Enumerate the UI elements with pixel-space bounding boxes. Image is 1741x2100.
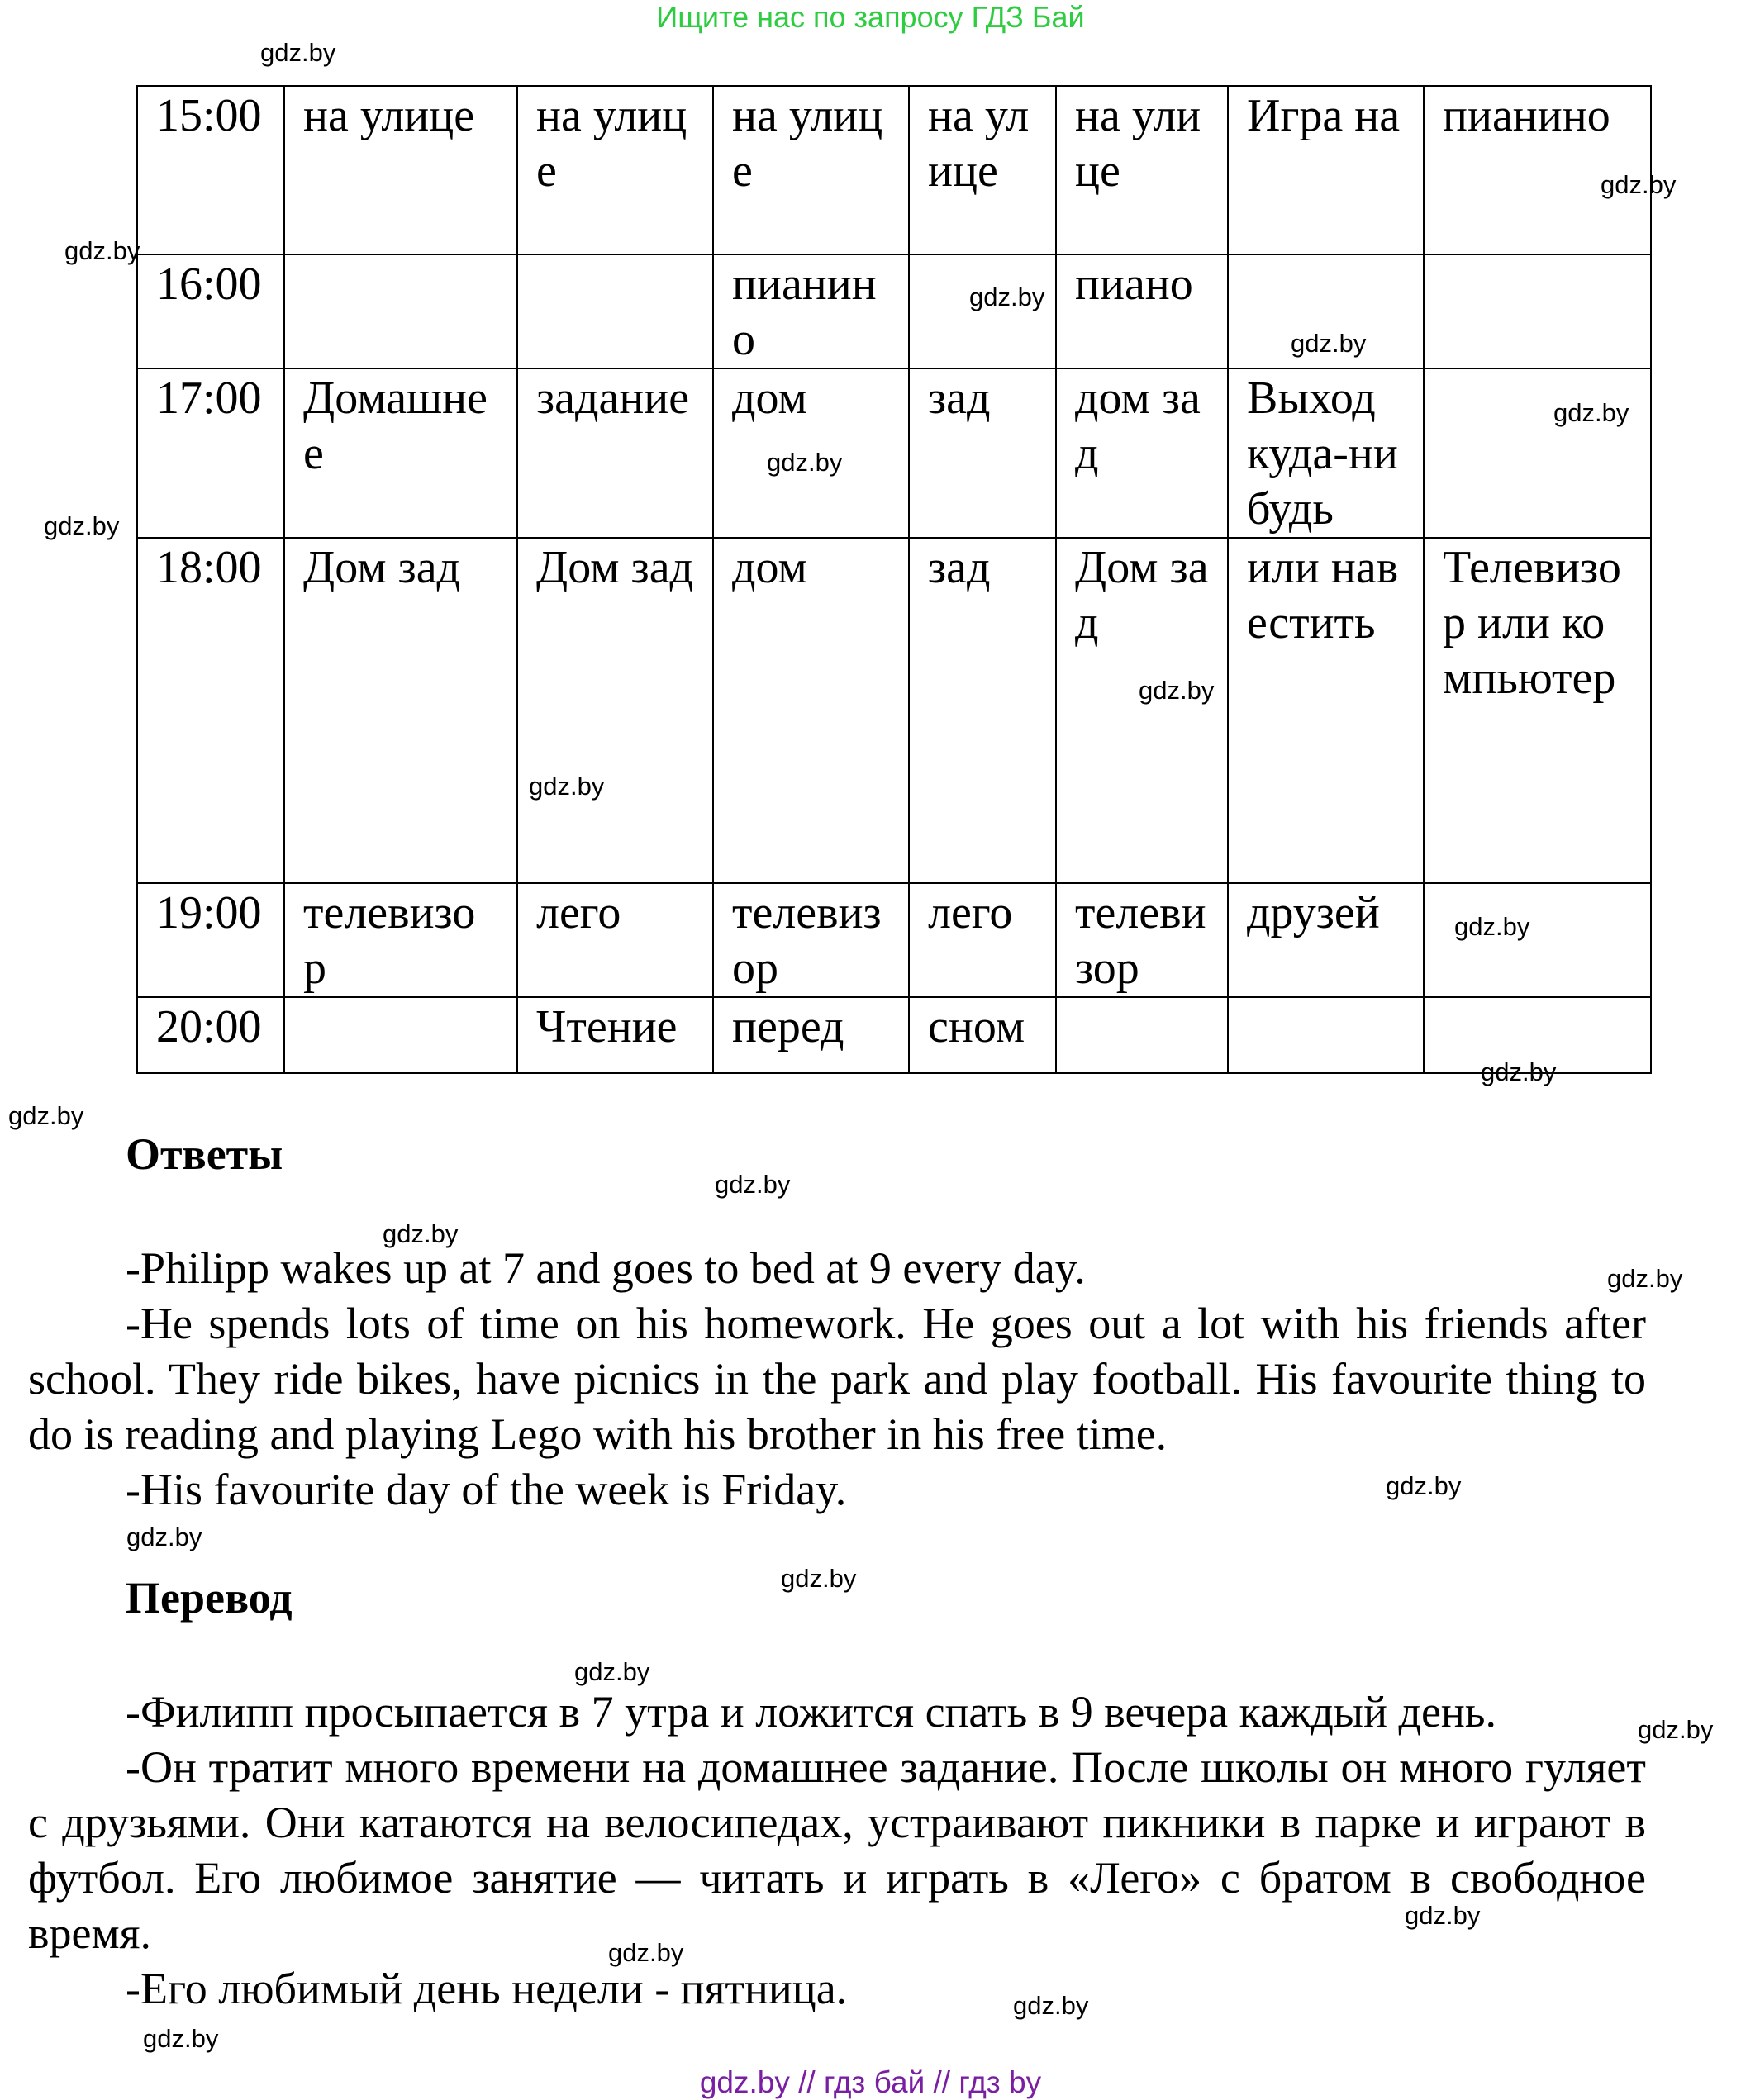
time-cell: 16:00 <box>137 254 284 368</box>
table-cell: друзей <box>1228 883 1424 997</box>
table-cell: сном <box>909 997 1056 1073</box>
table-cell: на улице <box>284 86 517 254</box>
table-cell <box>1424 254 1651 368</box>
table-row <box>137 254 1651 368</box>
table-cell: дом зад <box>1056 368 1228 538</box>
table-cell: задание <box>517 368 713 538</box>
table-cell: пианино <box>1424 86 1651 254</box>
watermark: gdz.by <box>64 236 140 265</box>
table-cell: Дом зад <box>284 538 517 883</box>
table-cell: или навестить <box>1228 538 1424 883</box>
time-cell: 18:00 <box>137 538 284 883</box>
table-cell: Домашнее <box>284 368 517 538</box>
table-cell: Игра на <box>1228 86 1424 254</box>
translation-paragraph: -Филипп просыпается в 7 утра и ложится спать в 9 вечера каждый день. <box>126 1687 1496 1737</box>
table-cell: пианино <box>713 254 909 368</box>
watermark: gdz.by <box>383 1219 459 1248</box>
table-cell: Дом зад <box>517 538 713 883</box>
table-cell: Чтение <box>517 997 713 1073</box>
table-cell: на улице <box>909 86 1056 254</box>
translation-paragraph: -Он тратит много времени на домашнее задание. После школы он много гуляет с друзьями. Они катаются на велосипедах, устраивают пикники в парке и играют в футбол. Его любимое занятие — читать и играть в «Лего» с братом в свободное время. <box>28 1742 1646 1958</box>
table-row <box>137 86 1651 254</box>
watermark: gdz.by <box>126 1523 202 1551</box>
footer-links: gdz.by // гдз бай // гдз by <box>699 2065 1042 2099</box>
translation-heading: Перевод <box>126 1573 293 1623</box>
watermark: gdz.by <box>574 1657 650 1686</box>
answers-heading: Ответы <box>126 1129 283 1179</box>
translation-paragraph: -Его любимый день недели - пятница. <box>126 1964 848 2013</box>
table-row <box>137 368 1651 538</box>
table-cell <box>517 254 713 368</box>
table-cell <box>1424 368 1651 538</box>
answers-paragraph: -Philipp wakes up at 7 and goes to bed at 9 every day. <box>126 1243 1086 1293</box>
watermark: gdz.by <box>143 2024 219 2053</box>
watermark: gdz.by <box>1481 1057 1557 1086</box>
time-cell: 17:00 <box>137 368 284 538</box>
table-cell: Дом зад <box>1056 538 1228 883</box>
watermark: gdz.by <box>1454 912 1530 941</box>
watermark: gdz.by <box>1638 1715 1714 1744</box>
table-cell: телевизор <box>713 883 909 997</box>
table-cell <box>1056 997 1228 1073</box>
watermark: gdz.by <box>767 448 843 477</box>
table-cell: дом <box>713 538 909 883</box>
table-cell <box>284 254 517 368</box>
watermark: gdz.by <box>1291 329 1367 358</box>
table-cell: лего <box>517 883 713 997</box>
table-cell <box>1228 997 1424 1073</box>
table-cell: Выход куда-нибудь <box>1228 368 1424 538</box>
watermark: gdz.by <box>529 772 605 801</box>
time-cell: 19:00 <box>137 883 284 997</box>
watermark: gdz.by <box>1139 676 1215 705</box>
table-cell <box>284 997 517 1073</box>
time-cell: 20:00 <box>137 997 284 1073</box>
watermark: gdz.by <box>781 1564 857 1593</box>
table-cell: зад <box>909 538 1056 883</box>
watermark: gdz.by <box>715 1170 791 1199</box>
table-cell: дом <box>713 368 909 538</box>
table-cell: перед <box>713 997 909 1073</box>
table-cell: на улице <box>713 86 909 254</box>
table-cell: зад <box>909 368 1056 538</box>
table-row <box>137 883 1651 997</box>
table-row <box>137 538 1651 883</box>
table-cell: на улице <box>1056 86 1228 254</box>
table-cell: на улице <box>517 86 713 254</box>
watermark: gdz.by <box>1013 1991 1089 2020</box>
table-cell: телевизор <box>1056 883 1228 997</box>
watermark: gdz.by <box>1405 1901 1481 1930</box>
table-row <box>137 997 1651 1073</box>
table-cell: телевизор <box>284 883 517 997</box>
watermark: gdz.by <box>969 283 1045 311</box>
watermark: gdz.by <box>1607 1264 1683 1293</box>
watermark: gdz.by <box>1386 1471 1462 1500</box>
table-cell: пиано <box>1056 254 1228 368</box>
watermark: gdz.by <box>1553 398 1629 427</box>
top-banner: Ищите нас по запросу ГДЗ Бай <box>656 0 1085 34</box>
answers-paragraph: -His favourite day of the week is Friday. <box>126 1465 847 1514</box>
schedule-table <box>136 85 1652 1074</box>
table-cell: лего <box>909 883 1056 997</box>
table-cell: Телевизор или компьютер <box>1424 538 1651 883</box>
answers-paragraph: -He spends lots of time on his homework. He goes out a lot with his friends after school. They ride bikes, have picnics in the park and play football. His favourite thing to do is reading and playing Lego with his brother in his free time. <box>28 1299 1646 1459</box>
watermark: gdz.by <box>260 38 336 67</box>
watermark: gdz.by <box>1601 170 1677 199</box>
watermark: gdz.by <box>8 1101 84 1130</box>
watermark: gdz.by <box>44 511 120 540</box>
watermark: gdz.by <box>608 1938 684 1967</box>
time-cell: 15:00 <box>137 86 284 254</box>
